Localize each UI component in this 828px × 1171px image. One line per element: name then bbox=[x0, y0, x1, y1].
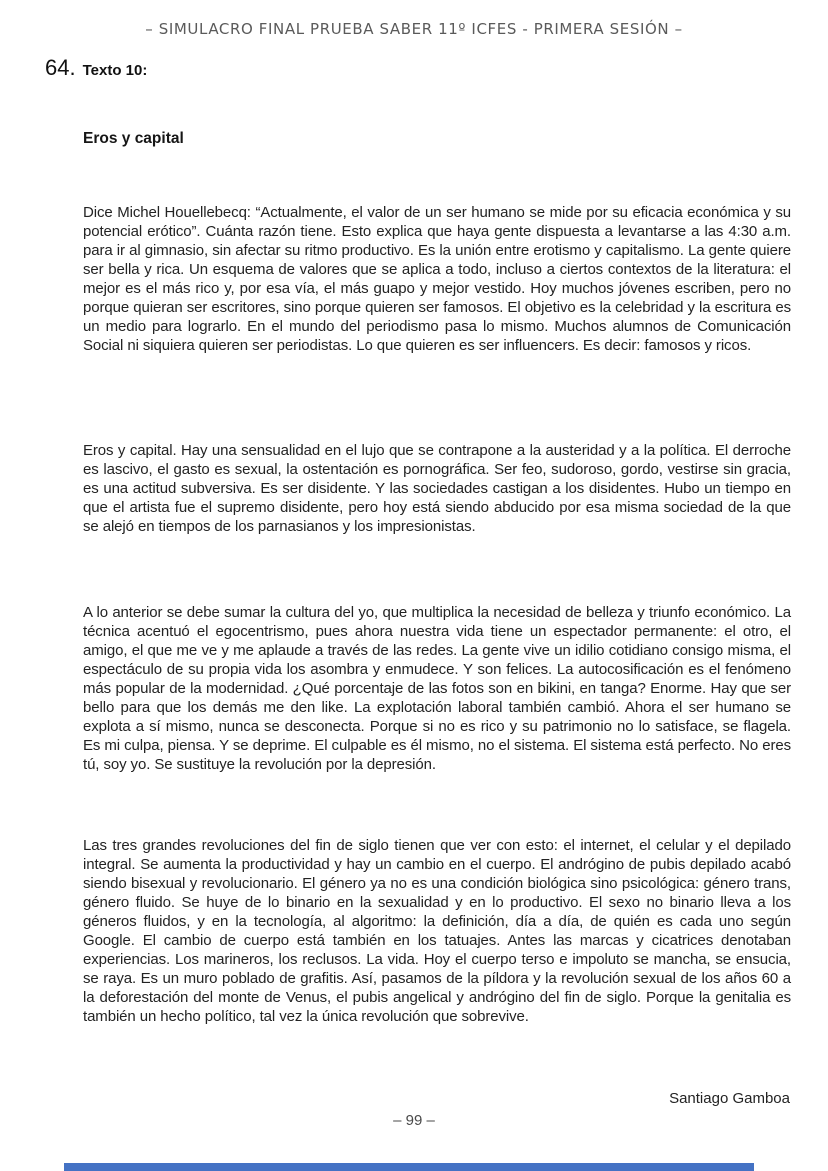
article-paragraph-1: Dice Michel Houellebecq: “Actualmente, el valor de un ser humano se mide por su eficacia económica y su potencial erótico”. Cuánta razón tiene. Esto explica que haya gente dispuesta a levantarse a las 4:30 a.m. para ir al gimnasio, sin afectar su ritmo productivo. Es la unión entre erotismo y capitalismo. La gente quiere ser bella y rica. Un esquema de valores que se aplica a todo, incluso a ciertos contextos de la literatura: el mejor es el más rico y, por esa vía, el más guapo y mejor vestido. Hoy muchos jóvenes escriben, pero no porque quieran ser escritores, sino porque quieren ser famosos. El objetivo es la celebridad y la escritura es un medio para lograrlo. En el mundo del periodismo pasa lo mismo. Muchos alumnos de Comunicación Social ni siquiera quieren ser periodistas. Lo que quieren es ser influencers. Es decir: famosos y ricos. bbox=[83, 204, 791, 354]
question-line bbox=[45, 55, 147, 81]
exam-header-title: – SIMULACRO FINAL PRUEBA SABER 11º ICFES - PRIMERA SESIÓN – bbox=[145, 20, 683, 38]
article-paragraph-4: Las tres grandes revoluciones del fin de siglo tienen que ver con esto: el internet, el celular y el depilado integral. Se aumenta la productividad y hay un cambio en el cuerpo. El andrógino de pubis depilado acabó siendo bisexual y revolucionario. El género ya no es una condición biológica sino psicológica: género trans, género fluido. Se huye de lo binario en la sexualidad y en lo productivo. El sexo no binario lleva a los géneros fluidos, y en la tecnología, al algoritmo: la definición, día a día, de quién es cada uno según Google. El cambio de cuerpo está también en los tatuajes. Antes las marcas y cicatrices denotaban experiencias. Los marineros, los reclusos. La vida. Hoy el cuerpo terso e impoluto se mancha, se ensucia, se raya. Es un muro poblado de grafitis. Así, pasamos de la píldora y la revolución sexual de los años 60 a la deforestación del monte de Venus, el pubis angelical y andrógino del fin de siglo. Porque la genitalia es también un hecho político, tal vez la única revolución que sobrevive. bbox=[83, 837, 791, 1025]
question-label: Texto 10: bbox=[82, 62, 148, 79]
article-paragraph-2: Eros y capital. Hay una sensualidad en el lujo que se contrapone a la austeridad y a la política. El derroche es lascivo, el gasto es sexual, la ostentación es pornográfica. Ser feo, sudoroso, gordo, vestirse sin gracia, es una actitud subversiva. Es ser disidente. Y las sociedades castigan a los disidentes. Hubo un tiempo en que el artista fue el supremo disidente, pero hoy está siendo abducido por esa misma sociedad de la que se alejó en tiempos de los parnasianos y los impresionistas. bbox=[83, 442, 791, 535]
article-title: Eros y capital bbox=[83, 130, 184, 147]
article-author: Santiago Gamboa bbox=[669, 1090, 790, 1107]
page-number: – 99 – bbox=[393, 1112, 435, 1129]
bottom-accent-bar bbox=[64, 1163, 754, 1171]
article-paragraph-3: A lo anterior se debe sumar la cultura del yo, que multiplica la necesidad de belleza y triunfo económico. La técnica acentuó el egocentrismo, pues ahora nuestra vida tiene un espectador permanente: el otro, el amigo, el que me ve y me aplaude a través de las redes. La gente vive un idilio cotidiano consigo misma, el espectáculo de su propia vida los asombra y enmudece. Y son felices. La autocosificación es el fenómeno más popular de la modernidad. ¿Qué porcentaje de las fotos son en bikini, en tanga? Enorme. Hay que ser bello para que los demás me den like. La explotación laboral también cambió. Ahora el ser humano se explota a sí mismo, nunca se desconecta. Porque si no es rico y su patrimonio no lo satisface, se flagela. Es mi culpa, piensa. Y se deprime. El culpable es él mismo, no el sistema. El sistema está perfecto. No eres tú, soy yo. Se sustituye la revolución por la depresión. bbox=[83, 604, 791, 773]
question-number: 64. bbox=[45, 55, 76, 80]
